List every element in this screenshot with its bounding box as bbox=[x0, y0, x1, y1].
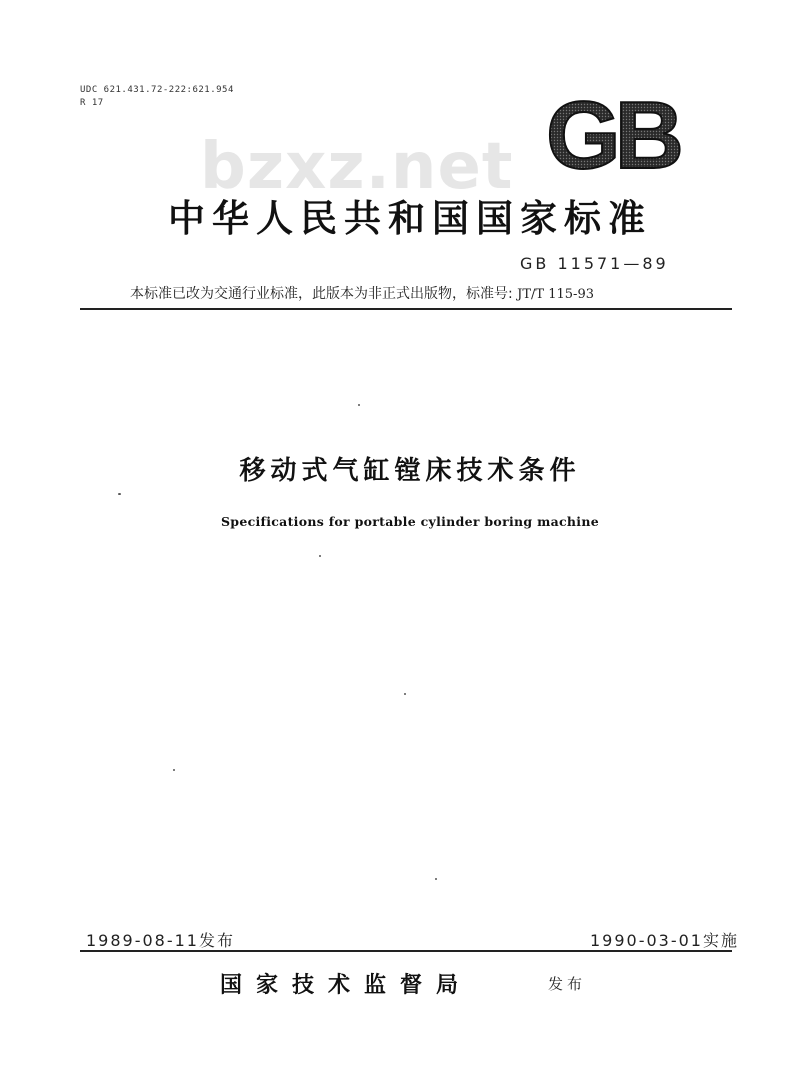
speck bbox=[173, 769, 175, 771]
udc-block bbox=[80, 84, 234, 110]
notice-text: 本标准已改为交通行业标准，此版本为非正式出版物，标准号: bbox=[130, 286, 518, 302]
watermark: bzxz.net bbox=[200, 130, 514, 204]
speck bbox=[404, 693, 406, 695]
speck bbox=[319, 555, 321, 557]
header-divider bbox=[80, 308, 732, 310]
issuer: 国家技术监督局 bbox=[220, 973, 473, 998]
standard-notice bbox=[130, 283, 594, 303]
issuer-suffix: 发布 bbox=[548, 975, 587, 993]
document-title-en: Specifications for portable cylinder boring machine bbox=[220, 514, 600, 529]
gb-logo-text: GB bbox=[546, 88, 678, 178]
country-standard-title: 中华人民共和国国家标准 bbox=[168, 197, 652, 240]
standard-number: GB 11571—89 bbox=[520, 254, 669, 273]
speck bbox=[435, 878, 437, 880]
class-line: R 17 bbox=[80, 98, 104, 108]
footer-divider bbox=[80, 950, 732, 952]
gb-logo bbox=[532, 88, 692, 178]
udc-line: UDC 621.431.72-222:621.954 bbox=[80, 85, 234, 95]
document-title-cn: 移动式气缸镗床技术条件 bbox=[239, 456, 581, 486]
publish-date: 1989-08-11发布 bbox=[86, 931, 235, 950]
notice-code: JT/T 115-93 bbox=[517, 287, 594, 302]
speck bbox=[118, 493, 121, 495]
speck bbox=[358, 404, 360, 406]
implement-date: 1990-03-01实施 bbox=[590, 931, 739, 950]
